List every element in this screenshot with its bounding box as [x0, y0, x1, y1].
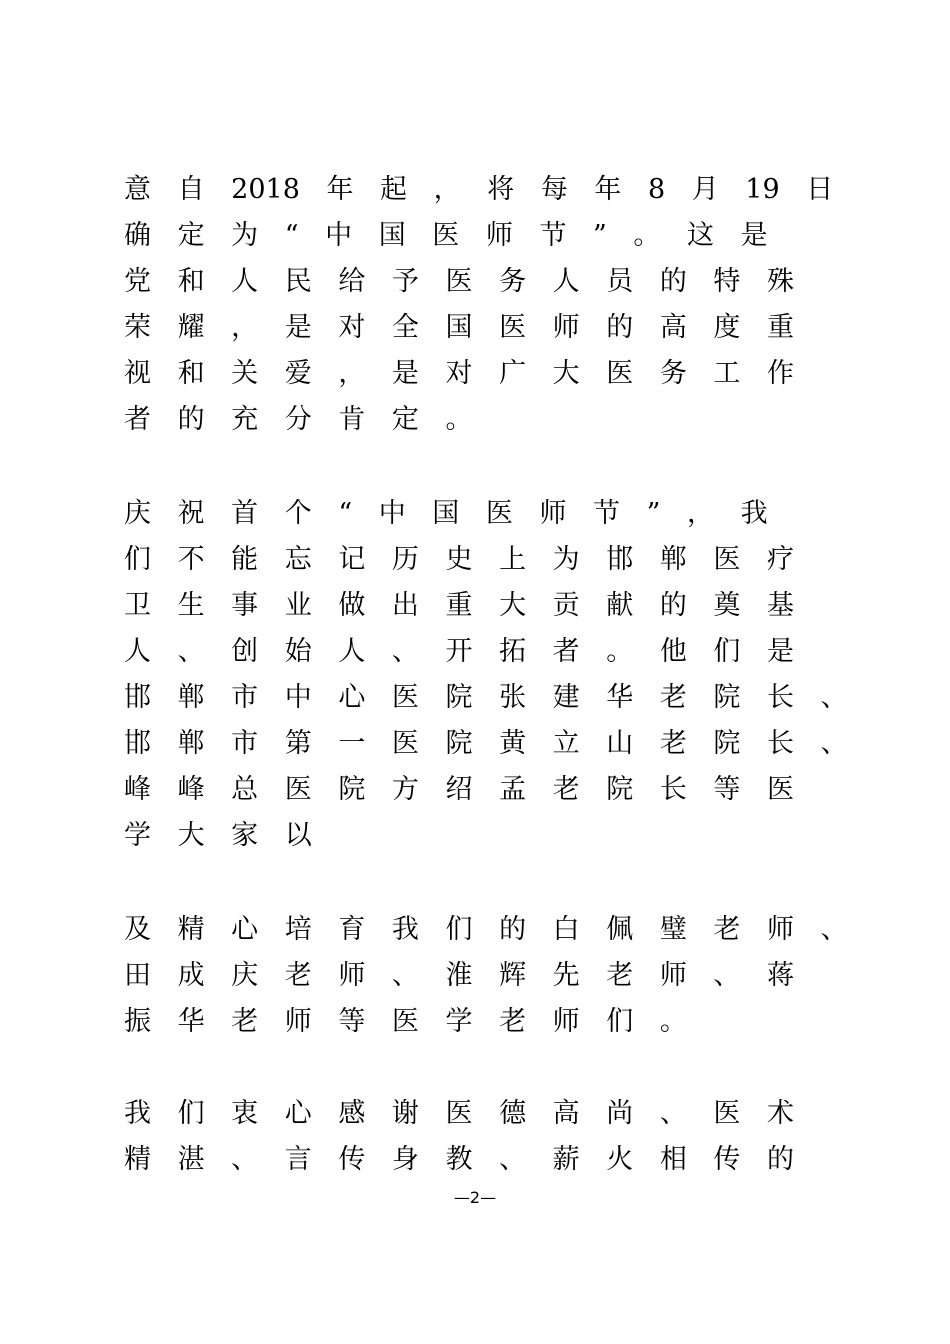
paragraph-2-line-6: 邯 郸 市 第 一 医 院 黄 立 山 老 院 长 、	[124, 728, 848, 759]
paragraph-1-line-5: 视 和 关 爱 ， 是 对 广 大 医 务 工 作	[124, 358, 794, 389]
paragraph-2-line-2: 们 不 能 忘 记 历 史 上 为 邯 郸 医 疗	[124, 544, 794, 575]
paragraph-2-line-1: 庆 祝 首 个 “ 中 国 医 师 节 ” ， 我	[124, 498, 768, 529]
paragraph-3-line-1: 及 精 心 培 育 我 们 的 白 佩 璧 老 师 、	[124, 914, 848, 945]
paragraph-4-line-1: 我 们 衷 心 感 谢 医 德 高 尚 、 医 术	[124, 1098, 794, 1129]
paragraph-3-line-2: 田 成 庆 老 师 、 淮 辉 先 老 师 、 蒋	[124, 960, 794, 991]
paragraph-4-line-2: 精 湛 、 言 传 身 教 、 薪 火 相 传 的	[124, 1144, 794, 1175]
paragraph-3-line-3: 振 华 老 师 等 医 学 老 师 们 。	[124, 1006, 687, 1037]
paragraph-1-line-2: 确 定 为 “ 中 国 医 师 节 ” 。 这 是	[124, 220, 768, 251]
paragraph-1-line-3: 党 和 人 民 给 予 医 务 人 员 的 特 殊	[124, 266, 794, 297]
paragraph-1-line-6: 者 的 充 分 肯 定 。	[124, 404, 473, 435]
paragraph-1-line-4: 荣 耀 ， 是 对 全 国 医 师 的 高 度 重	[124, 312, 794, 343]
paragraph-2-line-5: 邯 郸 市 中 心 医 院 张 建 华 老 院 长 、	[124, 682, 848, 713]
paragraph-2-line-8: 学 大 家 以	[124, 820, 312, 851]
paragraph-1-line-1: 意 自 2018 年 起 ， 将 每 年 8 月 19 日	[124, 174, 834, 205]
paragraph-2-line-3: 卫 生 事 业 做 出 重 大 贡 献 的 奠 基	[124, 590, 794, 621]
paragraph-2-line-7: 峰 峰 总 医 院 方 绍 孟 老 院 长 等 医	[124, 774, 794, 805]
page-number: —2—	[453, 1188, 497, 1207]
paragraph-2-line-4: 人 、 创 始 人 、 开 拓 者 。 他 们 是	[124, 636, 794, 667]
